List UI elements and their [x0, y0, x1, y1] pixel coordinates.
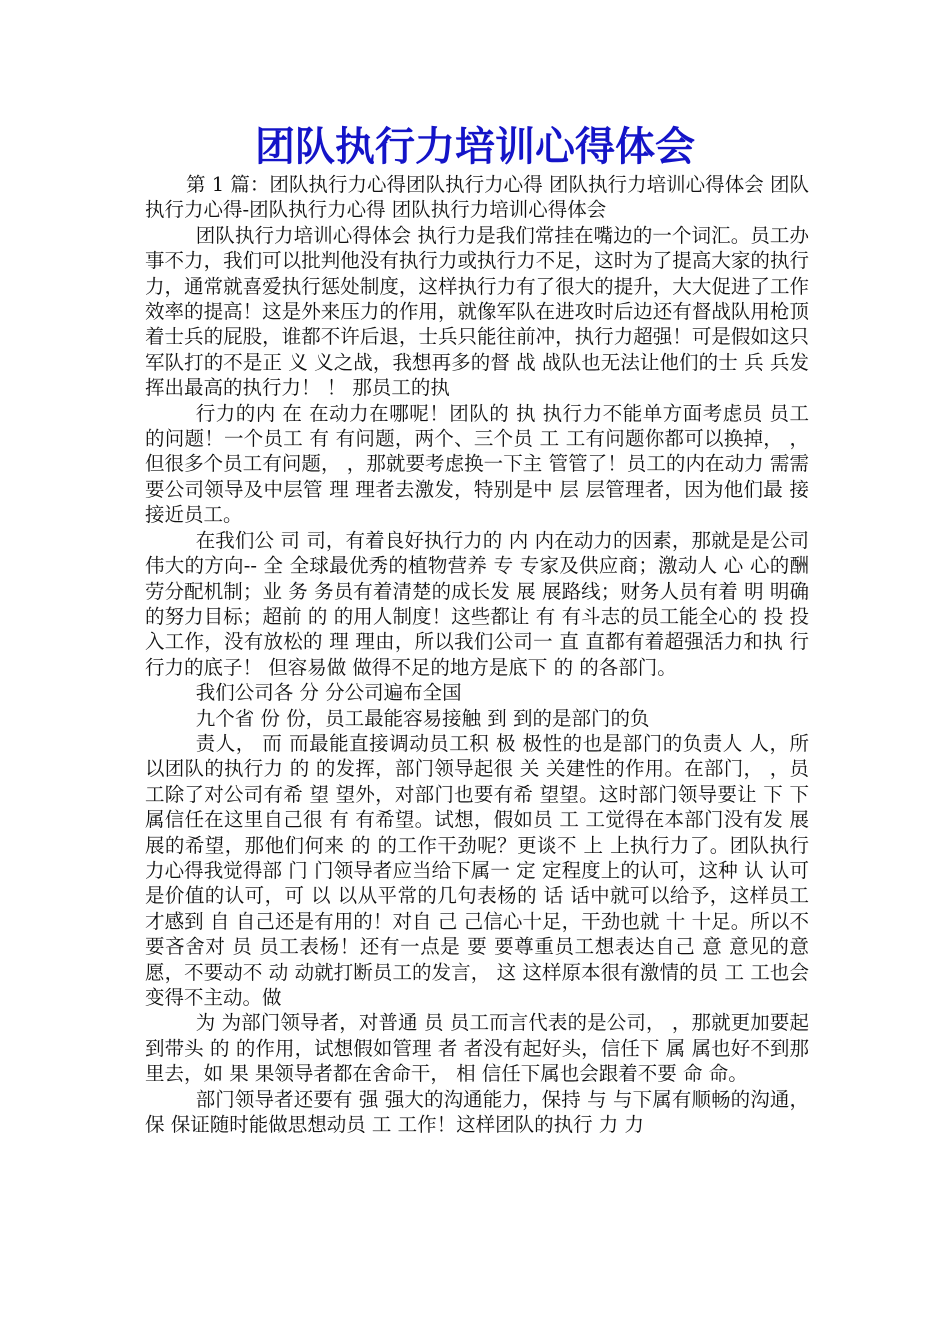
paragraph: 责人， 而 而最能直接调动员工积 极 极性的也是部门的负责人 人，所以团队的执行力 的 的发挥，部门领导起很 关 关建性的作用。在部门， ，员工除了对公司有希 望 望外，对部门也要有希 望望。这时部门领导要让 下 下属信任在这里自己很 有 有希望。试想，假如员 工 工觉得在本部门没有发 展 展的希望，那他们何来 的 的工作干劲呢？更谈不 上 上执行力了。团队执行力心得我觉得部 门 门领导者应当给下属一 定 定程度上的认可，这种 认 认可是价值的认可，可 以 以从平常的几句表杨的 话 话中就可以给予，这样员工才感到 自 自己还是有用的！对自 己 己信心十足，干劲也就 十 十足。所以不要吝舍对 员 员工表杨！还有一点是 要 要尊重员工想表达自己 意 意见的意愿，不要动不 动 动就打断员工的发言， 这 这样原本很有激情的员 工 工也会变得不主动。做 — [145, 731, 809, 1009]
document-title: 团队执行力培训心得体会 — [255, 124, 695, 170]
paragraph: 行力的内 在 在动力在哪呢！团队的 执 执行力不能单方面考虑员 员工的问题！一个员工 有 有问题，两个、三个员 工 工有问题你都可以换掉， ，但很多个员工有问题， ，那就要考虑换一下主 管管了！员工的内在动力 需需要公司领导及中层管 理 理者去激发，特别是中 层 层管理者，因为他们最 接 接近员工。 — [145, 401, 809, 527]
document-body — [145, 172, 809, 1137]
paragraph: 在我们公 司 司，有着良好执行力的 内 内在动力的因素，那就是是公司伟大的方向-- 全 全球最优秀的植物营养 专 专家及供应商；激动人 心 心的酬劳分配机制；业 务 务员有着清楚的成长发 展 展路线；财务人员有着 明 明确的努力目标；超前 的 的用人制度！这些都让 有 有斗志的员工能全心的 投 投入工作，没有放松的 理 理由，所以我们公司一 直 直都有着超强活力和执 行 行力的底子！ 但容易做 做得不足的地方是底下 的 的各部门。 — [145, 528, 809, 679]
paragraph: 我们公司各 分 分公司遍布全国 — [195, 681, 462, 705]
paragraph: 部门领导者还要有 强 强大的沟通能力，保持 与 与下属有顺畅的沟通， 保 保证随时能做思想动员 工 工作！这样团队的执行 力 力 — [145, 1087, 809, 1137]
paragraph: 第 1 篇：团队执行力心得团队执行力心得 团队执行力培训心得体会 团队执行力心得-团队执行力心得 团队执行力培训心得体会 — [145, 173, 809, 222]
paragraph: 为 为部门领导者，对普通 员 员工而言代表的是公司， ，那就更加要起到带头 的 的作用，试想假如管理 者 者没有起好头，信任下 属 属也好不到那里去，如 果 果领导者都在舍命干， 相 信任下属也会跟着不要 命 命。 — [145, 1011, 809, 1086]
paragraph: 九个省 份 份，员工最能容易接触 到 到的是部门的负 — [195, 706, 650, 730]
paragraph: 团队执行力培训心得体会 执行力是我们常挂在嘴边的一个词汇。员工办事不力，我们可以批判他没有执行力或执行力不足，这时为了提高大家的执行力，通常就喜爱执行惩处制度，这样执行力有了很大的提升，大大促进了工作效率的提高！这是外来压力的作用，就像军队在进攻时后边还有督战队用枪顶着士兵的屁股，谁都不许后退，士兵只能往前冲，执行力超强！可是假如这只军队打的不是正 义 义之战，我想再多的督 战 战队也无法让他们的士 兵 兵发挥出最高的执行力！ ！ 那员工的执 — [145, 223, 809, 400]
